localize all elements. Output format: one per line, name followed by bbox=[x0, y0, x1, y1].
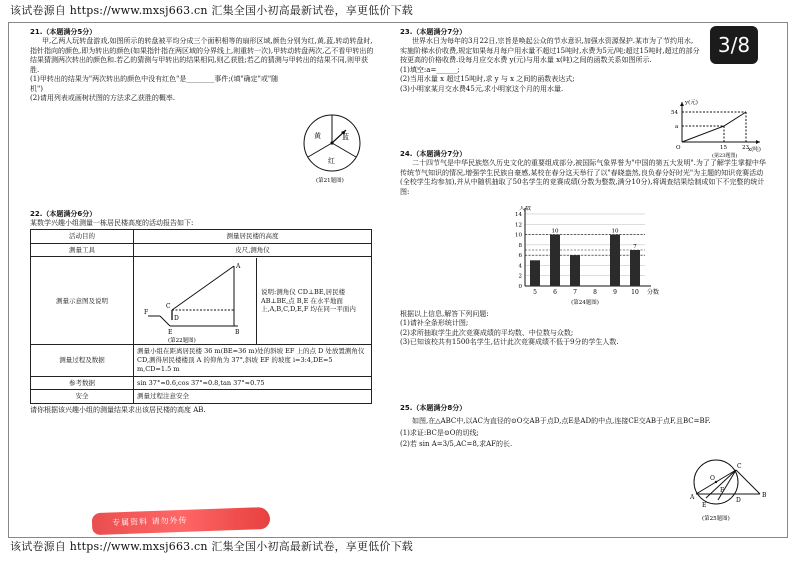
q23-part3: (3)小明家某月交水费45元,求小明家这个月的用水量. bbox=[400, 84, 564, 93]
chart-xtick-label: 7 bbox=[573, 289, 577, 296]
chart-xtick-label: 8 bbox=[593, 289, 597, 296]
chart-ytick-label: 4 bbox=[518, 263, 522, 270]
table-cell-value: 测量小组在距离居民楼 36 m(BE=36 m)处的斜坡 EF 上的点 D 处放置测角仪 CD,测得居民楼楼顶 A 的仰角为 37°,斜坡 EF 的坡度 i=3:4,DE=5 m,CD=1.5 m bbox=[134, 345, 372, 376]
question-22 bbox=[30, 210, 375, 416]
q25-part1: (1)求证:BC是⊙O的切线; bbox=[400, 428, 479, 437]
chart-xtick-label: 9 bbox=[613, 289, 617, 296]
q24-bar-chart bbox=[505, 206, 665, 310]
chart-xtick-label: 5 bbox=[533, 289, 537, 296]
chart-ytick-label: 8 bbox=[518, 242, 522, 249]
q21-part2: (2)请用列表或画树状图的方法求乙获胜的概率. bbox=[30, 94, 176, 103]
q22-footer: 请你根据该兴趣小组的测量结果求出该居民楼的高度 AB. bbox=[30, 406, 206, 415]
q23-part2: (2)当用水量 x 超过15吨时,求 y 与 x 之间的函数表达式; bbox=[400, 75, 575, 84]
q22-intro: 某数学兴趣小组测量一栋居民楼高度的活动报告如下: bbox=[30, 219, 194, 228]
q24-body: 二十四节气是中华民族悠久历史文化的重要组成部分,被国际气象界誉为"中国的第五大发明".为了了解学生掌握中华传统节气知识的情况,增强学生民族自豪感,某校在春分这天举行了以"春晓盎然,良负春分好时光"为主题的知识竞赛活动(全校学生均参加),并从中随机抽取了50名学生的竞赛成绩(分数为整数,满分10分),将调查结果绘制成如下不完整的统计图: bbox=[400, 159, 766, 196]
table-row bbox=[31, 345, 372, 376]
chart-ytick-label: 0 bbox=[518, 284, 522, 290]
page-counter-badge: 3/8 bbox=[710, 26, 758, 64]
chart-data-label: 10 bbox=[551, 228, 559, 235]
q25-pt-e: E bbox=[702, 502, 707, 509]
table-row bbox=[31, 376, 372, 390]
table-cell-value: 测量居民楼的高度 bbox=[134, 229, 372, 243]
q25-part2: (2)若 sin A=3/5,AC=8,求AF的长. bbox=[400, 440, 513, 449]
q25-pt-f: F bbox=[720, 487, 725, 494]
chart-bar-6 bbox=[550, 235, 560, 286]
q21-heading: 21.（本题满分5分） bbox=[30, 28, 97, 36]
chart-bar-5 bbox=[530, 260, 540, 286]
q25-pt-d: D bbox=[736, 497, 741, 504]
question-21 bbox=[30, 28, 375, 104]
chart-bar-10 bbox=[630, 250, 640, 286]
q22-diagram-note: 说明:测角仪 CD⊥BE,居民楼 AB⊥BE,点 B,E 在水平地面上,A,B,C,D,E,F 均在同一平面内 bbox=[256, 258, 371, 344]
pt-d: D bbox=[174, 314, 179, 322]
q23-part1: (1)填空:a=______; bbox=[400, 65, 460, 74]
q21-body: 甲,乙两人玩转盘游戏,如图所示的转盘被平均分成三个面积相等的扇形区域,颜色分别为红,黄,蓝,转动转盘时,指针指向的颜色,即为转出的颜色(如果指针指在两区域的分界线上,则重转一次),甲转动转盘两次,乙不看甲转出的结果猜测两次转出的颜色和.若乙的猜测与甲转出的结果相同,则乙获胜;若乙的猜测与甲转出的结果不同,则甲获胜. bbox=[30, 37, 374, 74]
chart-bar-9 bbox=[610, 235, 620, 286]
q23-caption: (第23题图) bbox=[712, 153, 738, 158]
graph-xlabel: x(吨) bbox=[748, 147, 761, 153]
q23-function-graph bbox=[668, 96, 768, 158]
chart-xtick-label: 6 bbox=[553, 289, 557, 296]
q22-building-diagram bbox=[134, 258, 256, 344]
pt-f: F bbox=[144, 308, 149, 316]
q25-pt-a: A bbox=[690, 494, 695, 501]
graph-ylabel: y(元) bbox=[685, 100, 698, 106]
question-24 bbox=[400, 150, 770, 197]
table-cell-value: 测量过程注意安全 bbox=[134, 390, 372, 404]
chart-ytick-label: 2 bbox=[518, 273, 522, 280]
q21-spinner-figure bbox=[292, 108, 372, 188]
q25-pt-o: O bbox=[710, 475, 715, 482]
q22-heading: 22.（本题满分6分） bbox=[30, 210, 97, 218]
table-cell-label: 参考数据 bbox=[31, 376, 134, 390]
chart-ytick-label: 6 bbox=[518, 253, 522, 260]
graph-origin: O bbox=[676, 145, 681, 151]
q24-after: 根据以上信息,解答下列问题: bbox=[400, 310, 489, 318]
q24-heading: 24.（本题满分7分） bbox=[400, 150, 467, 158]
table-cell-diagram bbox=[134, 257, 372, 345]
q24-part1: (1)请补全条形统计图; bbox=[400, 319, 469, 328]
chart-ytick-label: 12 bbox=[515, 222, 522, 229]
table-cell-label: 活动目的 bbox=[31, 229, 134, 243]
header-watermark-top: 该试卷源自 https://www.mxsj663.cn 汇集全国小初高最新试卷，享更低价下载 bbox=[10, 4, 413, 17]
chart-ylabel: 人数 bbox=[519, 206, 532, 212]
q24-part3: (3)已知该校共有1500名学生,估计此次竞赛成绩不低于9分的学生人数. bbox=[400, 338, 619, 347]
q25-pt-c: C bbox=[737, 463, 742, 470]
q25-circle-figure bbox=[682, 452, 772, 524]
pt-e: E bbox=[168, 328, 173, 336]
table-cell-label: 测量工具 bbox=[31, 243, 134, 257]
header-watermark-bottom: 该试卷源自 https://www.mxsj663.cn 汇集全国小初高最新试卷，享更低价下载 bbox=[10, 540, 413, 553]
chart-ytick-label: 14 bbox=[515, 212, 522, 218]
table-cell-value: 皮尺,测角仪 bbox=[134, 243, 372, 257]
table-row bbox=[31, 229, 372, 243]
chart-ytick-label: 10 bbox=[515, 232, 522, 239]
table-row bbox=[31, 390, 372, 404]
pt-b: B bbox=[235, 328, 240, 336]
chart-data-label: 10 bbox=[611, 228, 619, 235]
question-25 bbox=[400, 404, 770, 450]
pt-c: C bbox=[166, 302, 171, 310]
q21-caption: (第21题图) bbox=[316, 178, 344, 184]
spinner-yellow: 黄 bbox=[314, 132, 321, 140]
q25-pt-b: B bbox=[762, 492, 767, 499]
spinner-blue: 蓝 bbox=[342, 133, 349, 141]
table-cell-value: sin 37°≈0.6,cos 37°≈0.8,tan 37°≈0.75 bbox=[134, 376, 372, 390]
graph-x15: 15 bbox=[720, 145, 727, 151]
table-row bbox=[31, 257, 372, 345]
table-cell-label: 测量示意图及说明 bbox=[31, 257, 134, 345]
graph-ya: a bbox=[675, 124, 679, 130]
table-cell-label: 安全 bbox=[31, 390, 134, 404]
q25-heading: 25.（本题满分8分） bbox=[400, 404, 467, 412]
question-24-parts bbox=[400, 310, 770, 348]
q25-body: 如图,在△ABC中,以AC为直径的⊙O交AB于点D,点E是AD的中点,连接CE交AB于点F,且BC=BF. bbox=[412, 417, 711, 426]
q25-caption: (第25题图) bbox=[702, 516, 730, 522]
q24-caption: (第24题图) bbox=[571, 300, 599, 306]
spinner-red: 红 bbox=[328, 157, 335, 165]
chart-xtick-label: 10 bbox=[631, 289, 639, 296]
graph-x23: 23 bbox=[742, 145, 749, 151]
chart-data-label: 7 bbox=[633, 244, 637, 250]
q22-caption: (第22题图) bbox=[168, 337, 196, 344]
chart-bar-7 bbox=[570, 255, 580, 286]
q23-body: 世界水日为每年的3月22日,宗旨是唤起公众的节水意识,加强水资源保护.某市为了节约用水,实施阶梯水价收费,规定如果每月每户用水量不超过15吨时,水费为5元/吨;超过15吨时,超过的部分按更高的价格收费.设每月应交水费 y(元)与用水量 x(吨)之间的函数关系如图所示. bbox=[400, 37, 700, 65]
q21-part1: (1)甲转出的结果为"两次转出的颜色中没有红色"是________事件;(填"确定"或"随机") bbox=[30, 75, 279, 93]
q22-report-table bbox=[30, 229, 372, 404]
q24-part2: (2)求所抽取学生此次竞赛成绩的平均数、中位数与众数; bbox=[400, 328, 574, 337]
question-23 bbox=[400, 28, 700, 94]
pt-a: A bbox=[236, 262, 241, 270]
table-row bbox=[31, 243, 372, 257]
red-ink-text: 专属资料 请勿外传 bbox=[111, 515, 188, 528]
chart-xlabel: 分数 bbox=[647, 289, 660, 296]
graph-y54: 54 bbox=[671, 110, 678, 116]
q23-heading: 23.（本题满分7分） bbox=[400, 28, 467, 36]
table-cell-label: 测量过程及数据 bbox=[31, 345, 134, 376]
